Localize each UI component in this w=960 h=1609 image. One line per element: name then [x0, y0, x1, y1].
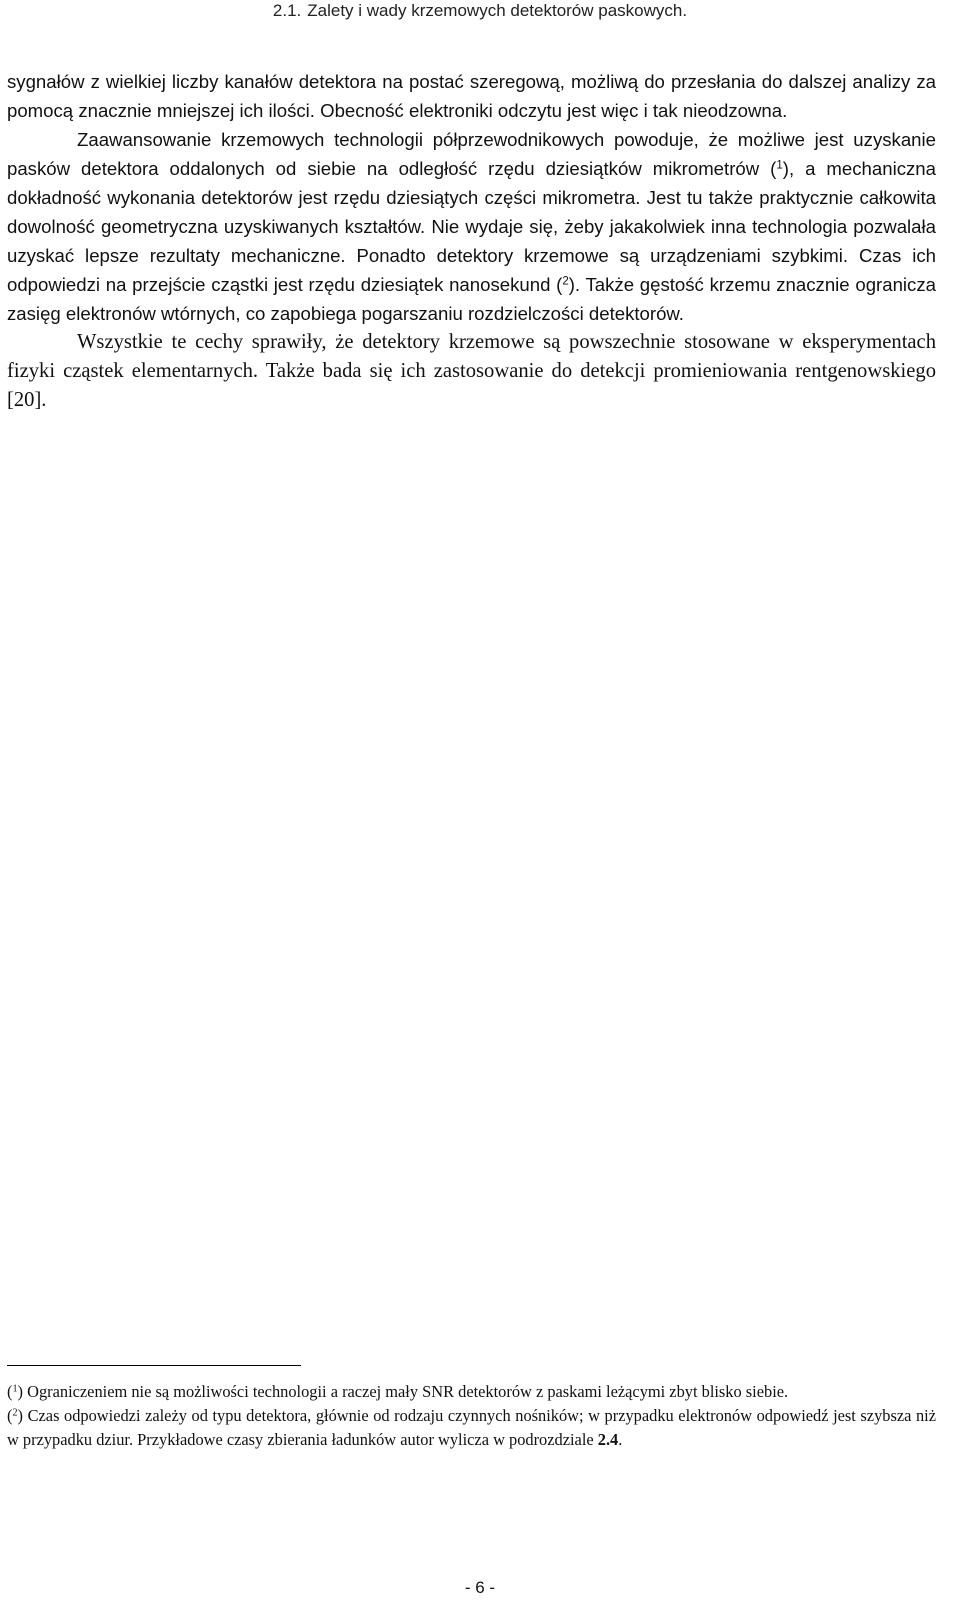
- paragraph-2-part-b: ), a mechaniczna dokładność wykonania detektorów jest rzędu dziesiątych części mikrometra. Jest tu także praktycznie całkowita dowolność geometryczna uzyskiwanych kształtów. Nie wydaje się, żeby jakakolwiek inna technologia pozwalała uzyskać lepsze rezultaty mechaniczne. Ponadto detektory krzemowe są urządzeniami szybkimi. Czas ich odpowiedzi na przejście cząstki jest rzędu dziesiątek nanosekund (: [7, 158, 936, 295]
- paragraph-2-part-c: ). Także gęstość krzemu znacznie ogranicza zasięg elektronów wtórnych, co zapobiega pogarszaniu rozdzielczości detektorów.: [7, 274, 936, 324]
- footnotes: [7, 1380, 936, 1452]
- section-title: Zalety i wady krzemowych detektorów paskowych.: [307, 1, 688, 20]
- footnote-1: ($^1$) Ograniczeniem nie są możliwości technologii a raczej mały SNR detektorów z paskami leżącymi zbyt blisko siebie.: [7, 1382, 789, 1401]
- running-header: [0, 0, 960, 22]
- page-number: - 6 -: [464, 1578, 496, 1597]
- footnote-2: ($^2$) Czas odpowiedzi zależy od typu detektora, głównie od rodzaju czynnych nośników; w przypadku elektronów odpowiedź jest szybsza niż w przypadku dziur. Przykładowe czasy zbierania ładunków autor wylicza w podrozdziale 2.4.: [7, 1406, 936, 1449]
- footnote-2-marker: 2: [12, 1407, 18, 1419]
- paragraph-2: [7, 125, 936, 328]
- body-text: [7, 67, 936, 415]
- paragraph-3: Wszystkie te cechy sprawiły, że detektory krzemowe są powszechnie stosowane w eksperymentach fizyki cząstek elementarnych. Także bada się ich zastosowanie do detekcji promieniowania rentgenowskiego [20].: [7, 331, 936, 411]
- footnote-2-section-ref: 2.4: [597, 1430, 619, 1449]
- footnote-separator: [7, 1365, 301, 1366]
- footnote-2-text: Czas odpowiedzi zależy od typu detektora, głównie od rodzaju czynnych nośników; w przypadku elektronów odpowiedź jest szybsza niż w przypadku dziur. Przykładowe czasy zbierania ładunków autor wylicza w podrozdziale: [7, 1406, 936, 1449]
- paragraph-2-part-a: Zaawansowanie krzemowych technologii półprzewodnikowych powoduje, że możliwe jest uzyskanie pasków detektora oddalonych od siebie na odległość rzędu dziesiątków mikrometrów (: [7, 129, 936, 179]
- footnote-1-marker: 1: [12, 1383, 18, 1395]
- footnote-1-text: Ograniczeniem nie są możliwości technologii a raczej mały SNR detektorów z paskami leżącymi zbyt blisko siebie.: [27, 1382, 789, 1401]
- footnote-2-end: .: [618, 1430, 623, 1449]
- section-number: 2.1.: [272, 1, 302, 20]
- paragraph-1: sygnałów z wielkiej liczby kanałów detektora na postać szeregową, możliwą do przesłania do dalszej analizy za pomocą znacznie mniejszej ich ilości. Obecność elektroniki odczytu jest więc i tak nieodzowna.: [7, 71, 936, 121]
- footnote-ref-1: 1: [776, 159, 783, 172]
- footnote-ref-2: 2: [562, 275, 569, 288]
